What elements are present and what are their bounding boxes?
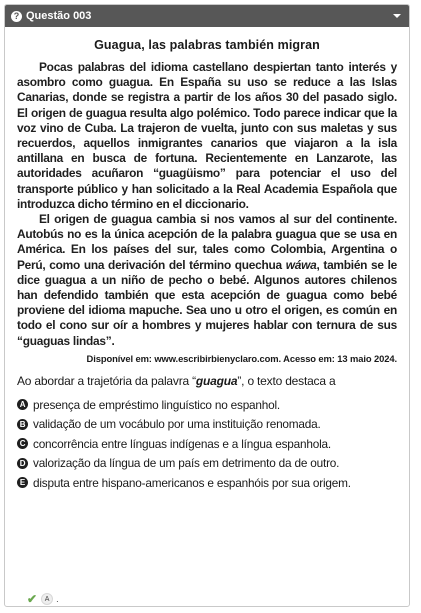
alternative-d[interactable]	[17, 453, 397, 473]
checkmark-icon: ✔	[27, 592, 38, 606]
answer-letter-bubble: A	[41, 593, 53, 605]
alternative-text: disputa entre hispano-americanos e espanhóis por sua origem.	[33, 475, 351, 490]
question-stem-start: Ao abordar a trajetória da palavra “	[17, 373, 196, 388]
question-header[interactable]	[5, 5, 409, 27]
alternatives-list	[17, 395, 397, 493]
alternative-a[interactable]	[17, 395, 397, 415]
paragraph-2-part-2: , también se le dice guagua a un niño de pecho o bebé. Algunos autores chilenos han defendido también que esta acepción de guagua como bebé proviene del idioma mapuche. Sea uno u otro el origen, es común en todo el cono sur oír a hombres y mujeres hablar con ternura de sus “guaguas lindas”.	[17, 257, 397, 348]
question-card	[4, 4, 410, 607]
passage-source: Disponível em: www.escribirbienyclaro.com. Acesso em: 13 maio 2024.	[86, 352, 397, 364]
passage-title: Guagua, las palabras también migran	[94, 38, 320, 52]
alternative-b[interactable]	[17, 414, 397, 434]
alternative-c[interactable]	[17, 434, 397, 454]
passage-paragraph-1: Pocas palabras del idioma castellano despiertan tanto interés y asombro como guagua. En España su uso se reduce a las Islas Canarias, donde se registra a partir de los años 30 del pasado siglo. El origen de guagua resulta algo polémico. Todo parece indicar que la voz vino de Cuba. La trajeron de vuelta, junto con sus maletas y sus recuerdos, aquellos inmigrantes canarios que viajaron a la isla antillana en busca de fortuna. Recientemente en Lanzarote, las autoridades acuñaron “guagüismo” para potenciar el uso del transporte público y han solicitado a la Real Academia Española que introduzca dicho término en el diccionario.	[17, 60, 397, 211]
chevron-down-icon[interactable]	[393, 14, 401, 18]
question-mark-icon: ?	[11, 11, 22, 22]
question-stem	[17, 374, 397, 388]
alternative-text: presença de empréstimo linguístico no espanhol.	[33, 397, 281, 412]
passage-paragraph-2	[17, 212, 397, 349]
alternative-e[interactable]	[17, 473, 397, 493]
alternative-text: concorrência entre línguas indígenas e a língua espanhola.	[33, 436, 331, 451]
question-label: Questão 003	[26, 10, 92, 22]
quechua-term: wáwa	[285, 257, 317, 272]
question-keyword: guagua	[195, 373, 238, 388]
answer-suffix: .	[56, 594, 59, 604]
alternative-text: valorização da língua de um país em detrimento da de outro.	[33, 456, 340, 471]
alternative-letter-badge: A	[17, 399, 28, 410]
question-stem-end: ”, o texto destaca a	[237, 373, 336, 388]
answer-footer	[27, 593, 59, 605]
alternative-letter-badge: D	[17, 458, 28, 469]
alternative-text: validação de um vocábulo por uma instituição renomada.	[33, 417, 321, 432]
paragraph-2-part-1: El origen de guagua cambia si nos vamos al sur del continente. Autobús no es la única acepción de la palabra guagua que se usa en América. En los países del sur, tales como Colombia, Argentina o Perú, como una derivación del término quechua	[17, 212, 397, 272]
question-content	[5, 38, 409, 492]
alternative-letter-badge: B	[17, 419, 28, 430]
alternative-letter-badge: E	[17, 477, 28, 488]
alternative-letter-badge: C	[17, 438, 28, 449]
